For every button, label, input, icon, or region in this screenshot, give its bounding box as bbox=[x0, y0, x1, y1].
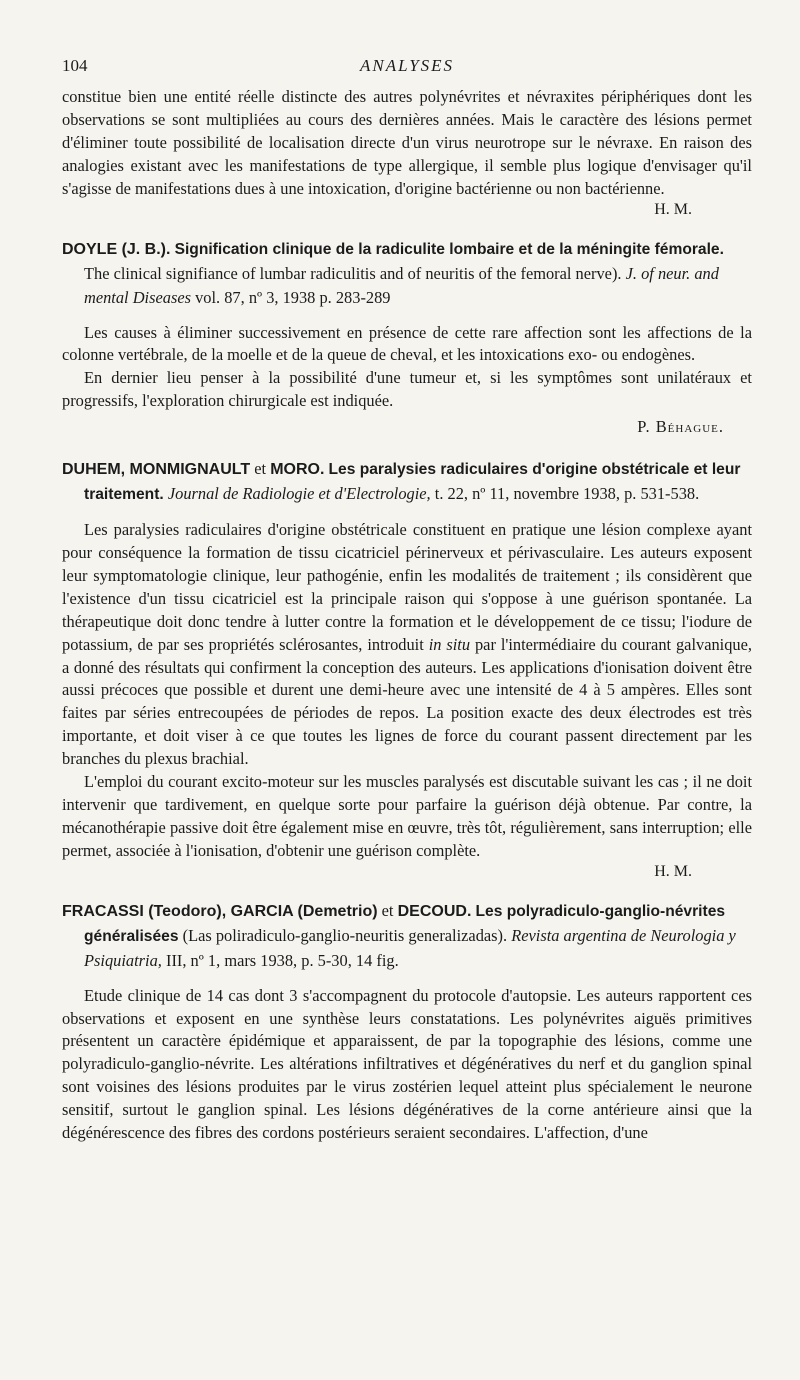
entry-authors: FRACASSI (Teodoro), GARCIA (Demetrio) bbox=[62, 902, 378, 920]
carryover-paragraph: constitue bien une entité réelle distincte des autres polynévrites et névraxites périphériques dont les observations se sont multipliées au cours des dernières années. Mais le caractère des lésions permet d'éliminer toute possibilité de localisation directe d'un virus neurotrope sur le névraxe. En raison des analogies existant avec les manifestations de type allergique, il semble plus logique d'envisager qu'il s'agisse de manifestations dues à une intoxication, d'origine bactérienne ou non bactérienne. bbox=[62, 87, 752, 198]
entry-duhem-header bbox=[62, 457, 752, 507]
running-title: ANALYSES bbox=[359, 56, 455, 75]
entry-original-title: The clinical signifiance of lumbar radiculitis and of neuritis of the femoral nerve). bbox=[84, 263, 622, 283]
carryover-signature: H. M. bbox=[654, 200, 692, 218]
entry-fracassi-paragraph-1: Etude clinique de 14 cas dont 3 s'accompagnent du protocole d'autopsie. Les auteurs rapportent ces observations et exposent en une synthèse leurs constatations. Les polynévrites aiguës primitives présentent un caractère épidémique et apparaissent, de par la topographie des lésions, comme une polyradiculo-ganglio-névrite. Les altérations infiltratives et dégénératives du nerf et du ganglion spinal sont voisines des lésions produites par le virus zostérien lequel atteint plus spécialement le neurone sensitif, surtout le ganglion spinal. Les lésions dégénératives de la corne antérieure ainsi que la dégénérescence des fibres des cordons postérieurs seraient secondaires. L'affection, d'une bbox=[62, 985, 752, 1143]
entry-authors: DOYLE (J. B.). bbox=[62, 240, 171, 258]
page-number: 104 bbox=[62, 56, 88, 75]
entry-authors-last: MORO. bbox=[270, 461, 325, 479]
entry-title: Signification clinique de la radiculite lombaire et de la méningite fémorale. bbox=[174, 240, 724, 258]
entry-journal: Revista argentina de Neurologia y Psiquiatria, bbox=[84, 925, 736, 970]
entry-journal: J. of neur. and mental Diseases bbox=[84, 263, 719, 307]
entry-authors-conjunction: et bbox=[381, 900, 394, 920]
entry-title: Les paralysies radiculaires d'origine obstétricale et leur traitement. bbox=[84, 461, 741, 504]
entry-original-title: (Las poliradiculo-ganglio-neuritis generalizadas). bbox=[182, 925, 508, 945]
entry-authors-last: DECOUD. bbox=[397, 902, 472, 920]
entry-journal: Journal de Radiologie et d'Electrologie, bbox=[167, 484, 431, 504]
entry-fracassi-header bbox=[62, 899, 752, 973]
entry-title: Les polyradiculo-ganglio-névrites généralisées bbox=[84, 902, 726, 945]
entry-duhem-signature-line bbox=[62, 863, 752, 881]
entry-doyle-header bbox=[62, 237, 752, 310]
entry-doyle-paragraph-1: Les causes à éliminer successivement en présence de cette rare affection sont les affections de la colonne vertébrale, de la moelle et de la queue de cheval, et les intoxications exo- ou endogènes. bbox=[62, 322, 752, 365]
entry-duhem-signature: H. M. bbox=[654, 862, 692, 880]
in-situ-phrase: in situ bbox=[428, 634, 471, 654]
entry-duhem-paragraph-2: L'emploi du courant excito-moteur sur les muscles paralysés est discutable suivant les cas ; il ne doit intervenir que tardivement, en quelque sorte pour parfaire la guérison déjà obtenue. Par contre, la mécanothérapie passive doit être également mise en œuvre, très tôt, régulièrement, sans interruption; elle permet, associée à l'ionisation, d'obtenir une guérison complète. bbox=[62, 772, 752, 860]
page-header bbox=[62, 56, 752, 86]
entry-authors: DUHEM, MONMIGNAULT bbox=[62, 461, 251, 479]
entry-duhem-paragraph-1: Les paralysies radiculaires d'origine obstétricale constituent en pratique une lésion complexe ayant pour conséquence la formation de tissu cicatriciel périnerveux et périvasculaire. Les auteurs exposent leur symptomatologie clinique, leur pathogénie, enfin les modalités de traitement ; ils considèrent que l'existence d'un tissu cicatriciel est la principale raison qui s'oppose à une guérison spontanée. La thérapeutique doit donc tendre à lutter contre la formation et le développement de ce tissu; l'iodure de potassium, de par ses propriétés sclérosantes, introduit in situ par l'intermédiaire du courant galvanique, a donné des résultats qui confirment la conception des auteurs. Les applications d'ionisation doivent être aussi précoces que possible et durent une demi-heure avec une intensité de 4 à 5 ampères. Elles sont faites par séries entrecoupées de périodes de repos. La position exacte des deux électrodes est très importante, et doit viser à ce que toutes les lignes de force du courant passent directement par les branches du plexus brachial. bbox=[62, 520, 752, 769]
entry-citation: vol. 87, nº 3, 1938 p. 283-289 bbox=[195, 287, 391, 307]
entry-doyle-paragraph-2: En dernier lieu penser à la possibilité d'une tumeur et, si les symptômes sont unilatéraux et progressifs, l'exploration chirurgicale est indiquée. bbox=[62, 368, 752, 411]
entry-doyle-signature: P. Béhague. bbox=[637, 417, 724, 437]
entry-citation: t. 22, nº 11, novembre 1938, p. 531-538. bbox=[434, 484, 700, 504]
entry-citation: III, nº 1, mars 1938, p. 5-30, 14 fig. bbox=[165, 950, 399, 970]
carryover-signature-line bbox=[62, 201, 752, 219]
entry-authors-conjunction: et bbox=[254, 459, 267, 479]
